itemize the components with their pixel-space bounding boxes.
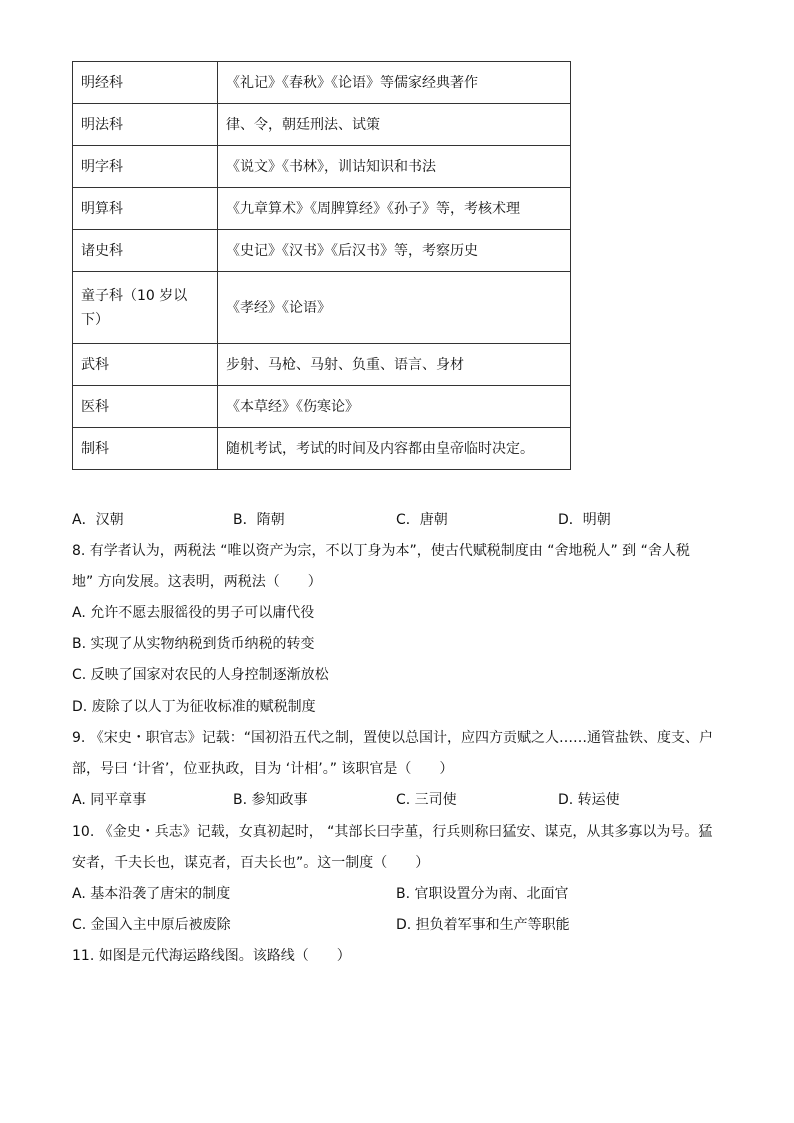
q8-option-b[interactable]: B. 实现了从实物纳税到货币纳税的转变 (72, 636, 315, 652)
content-cell: 《九章算术》《周脾算经》《孙子》等，考核术理 (218, 188, 571, 230)
q11-stem-line-1: 11. 如图是元代海运路线图。该路线（ ） (72, 948, 351, 964)
content-cell: 随机考试，考试的时间及内容都由皇帝临时决定。 (218, 428, 571, 470)
content-cell: 《史记》《汉书》《后汉书》等，考察历史 (218, 230, 571, 272)
q8-option-d[interactable]: D. 废除了以人丁为征收标准的赋税制度 (72, 699, 316, 715)
content-cell: 《说文》《书林》，训诂知识和书法 (218, 146, 571, 188)
table-row (73, 62, 571, 104)
q9-option-d[interactable]: D. 转运使 (558, 792, 620, 808)
table-row (73, 272, 571, 344)
content-cell: 《礼记》《春秋》《论语》等儒家经典著作 (218, 62, 571, 104)
q10-stem-line-1: 10. 《金史・兵志》记载，女真初起时， “其部长曰孛堇，行兵则称曰猛安、谋克，从其多寡以为号。猛 (72, 824, 713, 840)
subject-cell: 武科 (73, 344, 218, 386)
content-cell: 《本草经》《伤寒论》 (218, 386, 571, 428)
subject-cell: 明字科 (73, 146, 218, 188)
q9-option-c[interactable]: C. 三司使 (396, 792, 457, 808)
table-row (73, 188, 571, 230)
q10-stem-line-2: 安者，千夫长也，谋克者，百夫长也”。这一制度（ ） (72, 855, 430, 871)
subject-cell: 明经科 (73, 62, 218, 104)
content-cell: 步射、马枪、马射、负重、语言、身材 (218, 344, 571, 386)
table-row (73, 230, 571, 272)
q10-option-b[interactable]: B. 官职设置分为南、北面官 (396, 886, 569, 902)
imperial-exam-subjects-table (72, 61, 571, 470)
table-row (73, 104, 571, 146)
q10-option-c[interactable]: C. 金国入主中原后被废除 (72, 917, 231, 933)
subject-line-2: 下） (81, 311, 109, 328)
content-cell: 《孝经》《论语》 (218, 272, 571, 344)
q8-option-a[interactable]: A. 允许不愿去服徭役的男子可以庸代役 (72, 605, 315, 621)
q10-option-a[interactable]: A. 基本沿袭了唐宋的制度 (72, 886, 231, 902)
q9-option-a[interactable]: A. 同平章事 (72, 792, 147, 808)
q9-stem-line-2: 部，号曰 ‘计省’，位亚执政，目为 ‘计相’。” 该职官是（ ） (72, 761, 454, 777)
subject-cell: 明法科 (73, 104, 218, 146)
q7-option-c[interactable]: C．唐朝 (396, 512, 448, 528)
q7-option-d[interactable]: D．明朝 (558, 512, 611, 528)
subject-cell: 医科 (73, 386, 218, 428)
q9-stem-line-1: 9. 《宋史・职官志》记载：“国初沿五代之制，置使以总国计，应四方贡赋之人……通管盐铁、度支、户 (72, 730, 714, 746)
subject-cell: 明算科 (73, 188, 218, 230)
table-row (73, 146, 571, 188)
subject-cell (73, 272, 218, 344)
q9-option-b[interactable]: B. 参知政事 (233, 792, 308, 808)
q8-stem-line-1: 8. 有学者认为，两税法 “唯以资产为宗，不以丁身为本”，使古代赋税制度由 “舍地税人” 到 “舍人税 (72, 543, 690, 559)
subject-cell: 诸史科 (73, 230, 218, 272)
subject-cell: 制科 (73, 428, 218, 470)
q8-stem-line-2: 地” 方向发展。这表明，两税法（ ） (72, 574, 322, 590)
table-row (73, 428, 571, 470)
subject-line-1: 童子科（10 岁以 (81, 287, 188, 304)
table-row (73, 386, 571, 428)
q7-option-b[interactable]: B．隋朝 (233, 512, 285, 528)
content-cell: 律、令，朝廷刑法、试策 (218, 104, 571, 146)
q8-option-c[interactable]: C. 反映了国家对农民的人身控制逐渐放松 (72, 667, 329, 683)
q7-option-a[interactable]: A．汉朝 (72, 512, 124, 528)
table-row (73, 344, 571, 386)
q10-option-d[interactable]: D. 担负着军事和生产等职能 (396, 917, 570, 933)
